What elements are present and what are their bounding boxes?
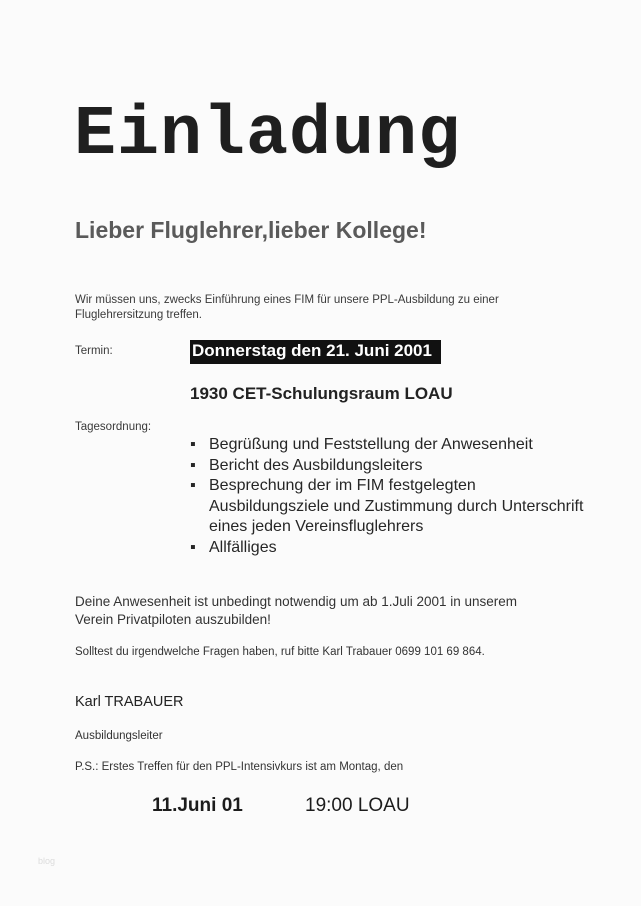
- meeting-date: Donnerstag den 21. Juni 2001: [190, 340, 441, 364]
- termin-label: Termin:: [75, 345, 113, 357]
- square-bullet-icon: ▪: [190, 538, 196, 556]
- agenda-item: [190, 456, 590, 477]
- agenda-item-text: Bericht des Ausbildungsleiters: [209, 456, 423, 474]
- intro-paragraph: Wir müssen uns, zwecks Einführung eines FIM für unsere PPL-Ausbildung zu einer Fluglehrersitzung treffen.: [75, 294, 499, 321]
- agenda-label: Tagesordnung:: [75, 421, 152, 433]
- meeting-time-room: 1930 CET-Schulungsraum LOAU: [190, 384, 453, 403]
- agenda-item-text: Besprechung der im FIM festgelegten Ausbildungsziele und Zustimmung durch Unterschrift eines jeden Vereinsfluglehrers: [209, 477, 584, 535]
- signer-role: Ausbildungsleiter: [75, 730, 163, 742]
- postscript: P.S.: Erstes Treffen für den PPL-Intensivkurs ist am Montag, den: [75, 761, 404, 773]
- square-bullet-icon: ▪: [190, 456, 196, 474]
- attendance-notice: Deine Anwesenheit ist unbedingt notwendig um ab 1.Juli 2001 in unserem Verein Privatpiloten auszubilden!: [75, 594, 518, 627]
- greeting-heading: Lieber Fluglehrer,lieber Kollege!: [75, 217, 427, 243]
- agenda-list: [190, 435, 590, 558]
- agenda-item: [190, 476, 590, 538]
- questions-contact: Solltest du irgendwelche Fragen haben, ruf bitte Karl Trabauer 0699 101 69 864.: [75, 646, 485, 658]
- agenda-item: [190, 435, 590, 456]
- agenda-item: [190, 538, 590, 559]
- document-title: Einladung: [74, 96, 462, 175]
- agenda-item-text: Begrüßung und Feststellung der Anwesenheit: [209, 436, 533, 453]
- postscript-time-place: 19:00 LOAU: [305, 795, 410, 816]
- square-bullet-icon: ▪: [190, 436, 196, 453]
- agenda-item-text: Allfälliges: [209, 538, 277, 556]
- square-bullet-icon: ▪: [190, 477, 196, 494]
- postscript-date: 11.Juni 01: [152, 795, 243, 816]
- watermark: blog: [38, 856, 56, 866]
- signer-name: Karl TRABAUER: [75, 694, 184, 710]
